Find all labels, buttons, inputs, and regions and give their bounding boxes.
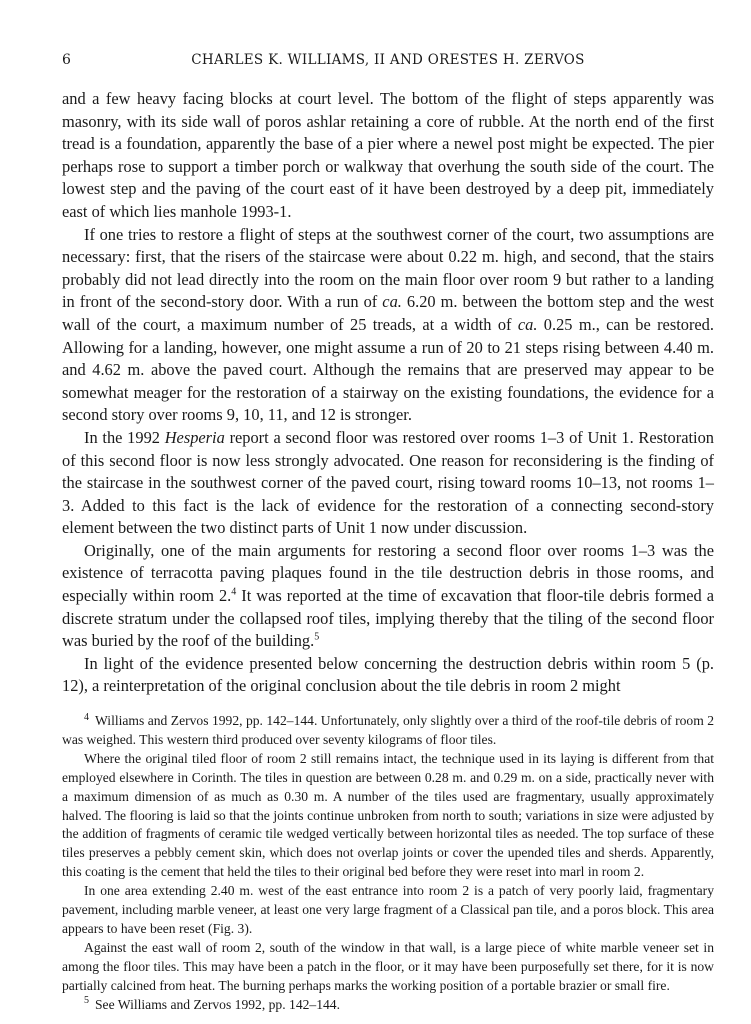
paragraph-1: and a few heavy facing blocks at court level. The bottom of the flight of steps apparently was masonry, with its side wall of poros ashlar retaining a core of rubble. At the north end of the first tread is a foundation, apparently the base of a pier where a newel post might be expected. The pier perhaps rose to support a timber porch or walkway that overhung the south side of the court. The lowest step and the paving of the court east of it have been destroyed by a deep pit, immediately east of which lies manhole 1993-1. bbox=[62, 89, 714, 221]
paragraph-2-ca-2: ca. bbox=[517, 314, 538, 334]
paragraph-4-part-a: Originally, one of the main arguments for restoring a second floor over rooms 1–3 was the existence of terracotta paving plaques found in the tile destruction debris in those rooms, and especially within room 2. bbox=[62, 540, 714, 606]
footnote-ref-4[interactable]: 4 bbox=[231, 586, 237, 598]
body-text bbox=[62, 88, 714, 698]
paragraph-2-ca-1: ca. bbox=[382, 292, 402, 312]
paragraph-2 bbox=[62, 224, 714, 427]
footnote-4-paragraph-4: Against the east wall of room 2, south of the window in that wall, is a large piece of white marble veneer set in among the floor tiles. This may have been a patch in the floor, or it may have been purposefully set there, for it is now partially calcined from heat. The burning perhaps marks the working position of a portable brazier or small fire. bbox=[62, 939, 714, 993]
footnote-5-text: See Williams and Zervos 1992, pp. 142–144. bbox=[95, 996, 340, 1012]
footnote-4 bbox=[62, 712, 714, 750]
footnote-4-number: 4 bbox=[84, 711, 89, 723]
paragraph-3 bbox=[62, 427, 714, 540]
running-head: CHARLES K. WILLIAMS, II AND ORESTES H. ZERVOS bbox=[191, 52, 585, 68]
page-header bbox=[62, 52, 714, 74]
page-number: 6 bbox=[62, 52, 72, 68]
paragraph-2-part-b: 6.20 m. between the bottom step and the west wall of the court, a maximum number of 25 treads, at a width of bbox=[62, 292, 714, 334]
footnote-5-number: 5 bbox=[84, 995, 89, 1007]
footnote-ref-5[interactable]: 5 bbox=[314, 631, 320, 643]
paragraph-4 bbox=[62, 540, 714, 653]
paragraph-4-part-b: It was reported at the time of excavation that floor-tile debris formed a discrete stratum under the collapsed roof tiles, implying thereby that the tiling of the second floor was buried by the roof of the building. bbox=[62, 586, 714, 651]
footnote-4-paragraph-2: Where the original tiled floor of room 2 still remains intact, the technique used in its laying is different from that employed elsewhere in Corinth. The tiles in question are between 0.28 m. and 0.29 m. on a side, practically never with a maximum dimension of as much as 0.30 m. A number of the tiles used are fragmentary, usually approximately halved. The flooring is laid so that the joints continue unbroken from north to south; variations in size were adjusted by the addition of fragments of ceramic tile wedged vertically between horizontal tiles as needed. The top surface of these tiles preserves a pebbly cement skin, which does not overlap joints or cover the upended tiles and sherds. Apparently, this coating is the cement that held the tiles to their original bed before they were reset into marl in room 2. bbox=[62, 750, 714, 880]
footnote-4-text: Williams and Zervos 1992, pp. 142–144. Unfortunately, only slightly over a third of the roof-tile debris of room 2 was weighed. This western third produced over seventy kilograms of floor tiles. bbox=[62, 713, 714, 747]
journal-title: Hesperia bbox=[164, 427, 225, 447]
footnote-4-paragraph-3: In one area extending 2.40 m. west of the east entrance into room 2 is a patch of very poorly laid, fragmentary pavement, including marble veneer, at least one very large fragment of a Classical pan tile, and a poros block. This area appears to have been reset (Fig. 3). bbox=[62, 883, 714, 936]
page bbox=[62, 52, 714, 1015]
paragraph-2-part-c: 0.25 m., can be restored. Allowing for a landing, however, one might assume a run of 20 to 21 steps rising between 4.40 m. and 4.62 m. above the paved court. Although the remains that are preserved may appear to be somewhat meager for the restoration of a stairway on the existing foundations, the evidence for a second story over rooms 9, 10, 11, and 12 is stronger. bbox=[62, 314, 714, 425]
paragraph-3-part-a: In the 1992 bbox=[84, 427, 165, 447]
paragraph-5: In light of the evidence presented below concerning the destruction debris within room 5 (p. 12), a reinterpretation of the original conclusion about the tile debris in room 2 might bbox=[62, 653, 714, 696]
paragraph-2-part-a: If one tries to restore a flight of steps at the southwest corner of the court, two assumptions are necessary: first, that the risers of the staircase were about 0.22 m. high, and second, that the stairs probably did not lead directly into the room on the main floor over room 9 but rather to a landing in front of the second-story door. With a run of bbox=[62, 224, 714, 312]
paragraph-3-part-b: report a second floor was restored over rooms 1–3 of Unit 1. Restoration of this second floor is now less strongly advocated. One reason for reconsidering is the finding of the staircase in the southwest corner of the paved court, rising toward rooms 10–13, not rooms 1–3. Added to this fact is the lack of evidence for the restoration of a connecting second-story element between the two distinct parts of Unit 1 now under discussion. bbox=[62, 427, 714, 538]
footnote-5 bbox=[62, 996, 714, 1015]
footnotes bbox=[62, 712, 714, 1015]
